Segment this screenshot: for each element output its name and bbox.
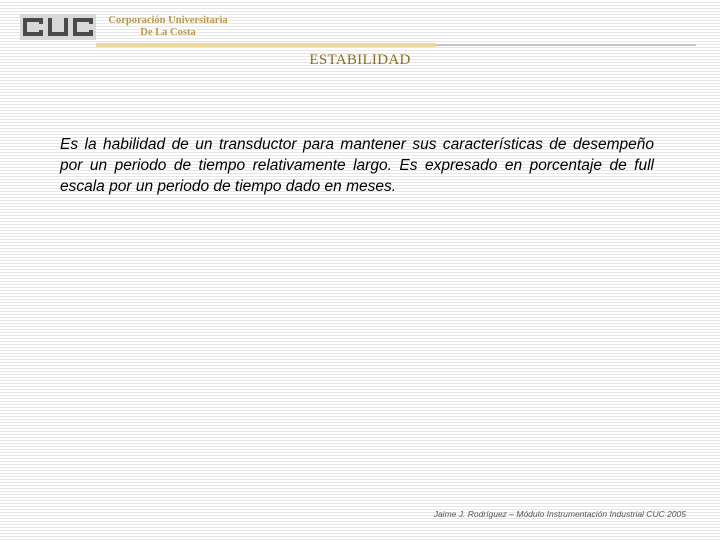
organization-name [98, 15, 238, 39]
slide-footer: Jaime J. Rodríguez – Módulo Instrumentación Industrial CUC 2005 [433, 509, 686, 519]
slide-title [0, 52, 720, 69]
org-name-line1: Corporación Universitaria [108, 15, 228, 26]
slide-title-text: ESTABILIDAD [309, 52, 411, 68]
org-name-line2: De La Costa [140, 27, 196, 38]
slide-paragraph: Es la habilidad de un transductor para mantener sus características de desempeño por un periodo de tiempo relativamente largo. Es expresado en porcentaje de full escala por un periodo de tiempo dado en meses. [60, 136, 654, 195]
cuc-logo-icon [20, 14, 96, 40]
header-accent-divider [96, 43, 436, 47]
cuc-logo [20, 14, 96, 40]
